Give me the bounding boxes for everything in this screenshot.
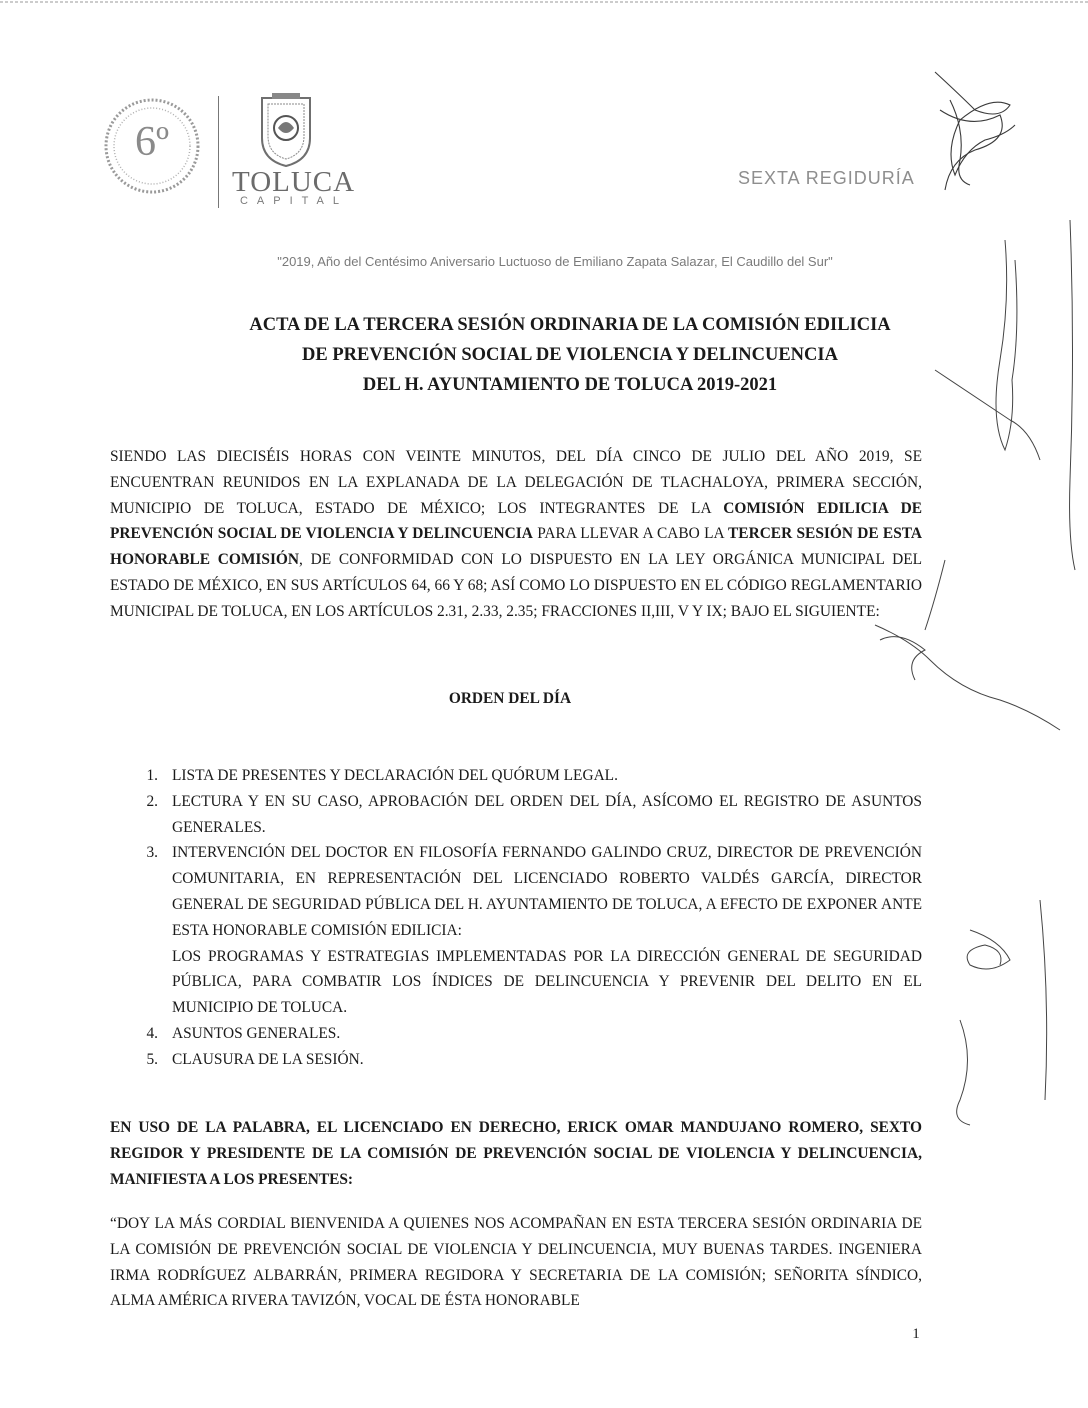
signature-right-margin-1 (935, 220, 1075, 570)
agenda-text: ASUNTOS GENERALES. (172, 1024, 341, 1042)
header-divider (218, 96, 219, 208)
intro-session-name: TERCER SESIÓN DE ESTA HONORABLE COMISIÓN (110, 525, 922, 569)
agenda-number: 3. (146, 844, 158, 862)
agenda-number: 5. (146, 1050, 158, 1068)
agenda-text: INTERVENCIÓN DEL DOCTOR EN FILOSOFÍA FERNANDO GALINDO CRUZ, DIRECTOR DE PREVENCIÓN COMUNITARIA, EN REPRESENTACIÓN DEL LICENCIADO ROBERTO VALDÉS GARCÍA, DIRECTOR GENERAL DE SEGURIDAD PÚBLICA DEL H. AYUNTAMIENTO DE TOLUCA, A EFECTO DE EXPONER ANTE ESTA HONORABLE COMISIÓN EDILICIA: (172, 844, 922, 939)
city-subtitle: CAPITAL (239, 195, 349, 207)
title-line-1: ACTA DE LA TERCERA SESIÓN ORDINARIA DE LA COMISIÓN EDILICIA (249, 315, 891, 335)
signature-right-margin-3 (957, 900, 1047, 1125)
office-name: SEXTA REGIDURÍA (738, 168, 915, 188)
agenda-text: LISTA DE PRESENTES Y DECLARACIÓN DEL QUÓRUM LEGAL. (172, 767, 618, 784)
sexta-regiduria-logo (96, 96, 208, 196)
document-title (200, 310, 940, 400)
agenda-item (110, 840, 922, 943)
agenda-item (110, 1021, 922, 1047)
intro-text: SIENDO LAS DIECISÉIS HORAS CON VEINTE MINUTOS, DEL DÍA CINCO DE JULIO DEL AÑO 2019, SE ENCUENTRAN REUNIDOS EN LA EXPLANADA DE LA DELEGACIÓN DE TLACHALOYA, PRIMERA SECCIÓN, MUNICIPIO DE TOLUCA, ESTADO DE MÉXICO; LOS INTEGRANTES DE LA (110, 448, 922, 517)
agenda-text: CLAUSURA DE LA SESIÓN. (172, 1050, 364, 1068)
speaker-introduction: EN USO DE LA PALABRA, EL LICENCIADO EN DERECHO, ERICK OMAR MANDUJANO ROMERO, SEXTO REGIDOR Y PRESIDENTE DE LA COMISIÓN DE PREVENCIÓN SOCIAL DE VIOLENCIA Y DELINCUENCIA, MANIFIESTA A LOS PRESENTES: (110, 1119, 922, 1188)
agenda-number: 2. (146, 792, 158, 810)
title-line-2: DE PREVENCIÓN SOCIAL DE VIOLENCIA Y DELINCUENCIA (302, 345, 838, 365)
toluca-crest-icon (254, 92, 318, 170)
agenda-heading: ORDEN DEL DÍA (448, 690, 572, 707)
intro-text: , DE CONFORMIDAD CON LO DISPUESTO EN LA LEY ORGÁNICA MUNICIPAL DEL ESTADO DE MÉXICO, EN SUS ARTÍCULOS 64, 66 Y 68; ASÍ COMO LO DISPUESTO EN EL CÓDIGO REGLAMENTARIO MUNICIPAL DE TOLUCA, EN LOS ARTÍCULOS 2.31, 2.33, 2.35; FRACCIONES II,III, V Y IX; BAJO EL SIGUIENTE: (110, 551, 923, 620)
scan-edge (0, 0, 1088, 8)
speech-paragraph: “DOY LA MÁS CORDIAL BIENVENIDA A QUIENES NOS ACOMPAÑAN EN ESTA TERCERA SESIÓN ORDINARIA DE LA COMISIÓN DE PREVENCIÓN SOCIAL DE VIOLENCIA Y DELINCUENCIA, MUY BUENAS TARDES. INGENIERA IRMA RODRÍGUEZ ALBARRÁN, PRIMERA REGIDORA Y SECRETARIA DE LA COMISIÓN; SEÑORITA SÍNDICO, ALMA AMÉRICA RIVERA TAVIZÓN, VOCAL DE ÉSTA HONORABLE (110, 1215, 922, 1310)
agenda-number: 1. (146, 767, 158, 784)
title-line-3: DEL H. AYUNTAMIENTO DE TOLUCA 2019-2021 (362, 375, 778, 395)
agenda-list (110, 763, 922, 1073)
agenda-item (110, 1047, 922, 1073)
logo-number: 6º (134, 119, 170, 165)
agenda-item (110, 763, 922, 789)
agenda-item (110, 789, 922, 841)
intro-text: PARA LLEVAR A CABO LA (532, 525, 729, 543)
intro-paragraph (110, 444, 922, 625)
city-name: TOLUCA (232, 166, 356, 198)
agenda-number: 4. (146, 1024, 158, 1042)
agenda-item-3-detail: LOS PROGRAMAS Y ESTRATEGIAS IMPLEMENTADAS POR LA DIRECCIÓN GENERAL DE SEGURIDAD PÚBLICA, PARA COMBATIR LOS ÍNDICES DE DELINCUENCIA Y PREVENIR DEL DELITO EN EL MUNICIPIO DE TOLUCA. (172, 947, 922, 1017)
year-motto: "2019, Año del Centésimo Aniversario Luctuoso de Emiliano Zapata Salazar, El Caudillo del Sur" (277, 254, 833, 269)
page-number: 1 (912, 1326, 920, 1342)
intro-commission-name: COMISIÓN EDILICIA DE PREVENCIÓN SOCIAL DE VIOLENCIA Y DELINCUENCIA (110, 499, 922, 543)
agenda-text: LECTURA Y EN SU CASO, APROBACIÓN DEL ORDEN DEL DÍA, ASÍCOMO EL REGISTRO DE ASUNTOS GENERALES. (172, 792, 922, 836)
